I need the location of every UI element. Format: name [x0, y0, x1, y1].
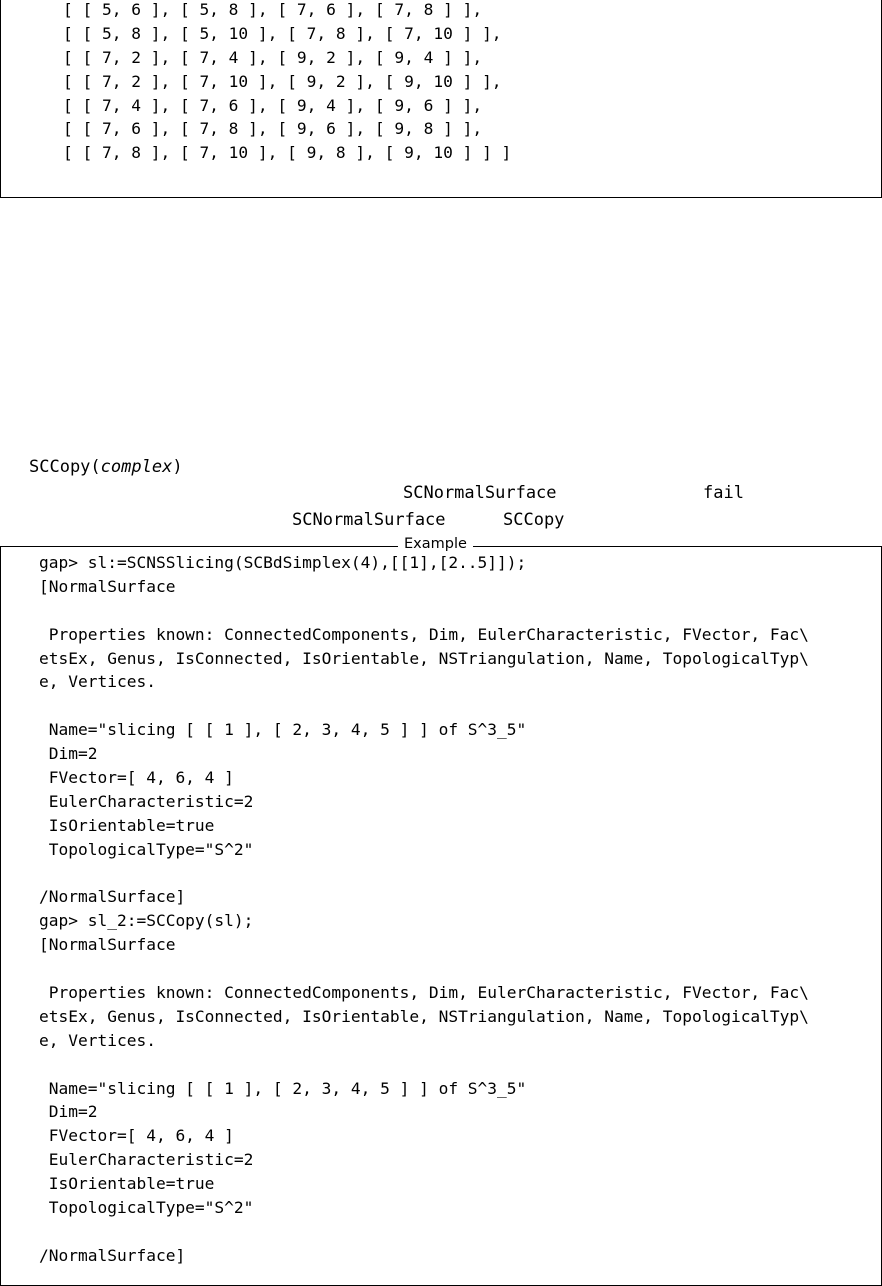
code-line: [NormalSurface — [39, 935, 176, 955]
example-code-lines — [39, 551, 809, 1268]
code-line: TopologicalType="S^2" — [39, 839, 254, 859]
code-line: Properties known: ConnectedComponents, Dim, EulerCharacteristic, FVector, Fac\ — [39, 983, 809, 1003]
code-line: EulerCharacteristic=2 — [39, 791, 254, 811]
code-lines-top — [63, 0, 511, 165]
example-block — [0, 546, 882, 1286]
open-paren: ( — [90, 457, 101, 477]
code-line: Name="slicing [ [ 1 ], [ 2, 3, 4, 5 ] ] of S^3_5" — [39, 720, 527, 740]
code-line: EulerCharacteristic=2 — [39, 1150, 254, 1170]
code-line: FVector=[ 4, 6, 4 ] — [39, 768, 234, 788]
code-line: Name="slicing [ [ 1 ], [ 2, 3, 4, 5 ] ] of S^3_5" — [39, 1078, 527, 1098]
function-signature — [29, 457, 183, 477]
code-line — [39, 1220, 809, 1244]
code-line: Dim=2 — [39, 744, 98, 764]
description-term: SCNormalSurface — [403, 483, 557, 503]
code-line: etsEx, Genus, IsConnected, IsOrientable, NSTriangulation, Name, TopologicalTyp\ — [39, 1006, 809, 1026]
code-line: [ [ 5, 8 ], [ 5, 10 ], [ 7, 8 ], [ 7, 10 ] ], — [63, 23, 502, 43]
code-line: [NormalSurface — [39, 576, 176, 596]
code-line: [ [ 7, 4 ], [ 7, 6 ], [ 9, 4 ], [ 9, 6 ] ], — [63, 95, 483, 115]
function-argument: complex — [100, 457, 173, 477]
code-line: [ [ 7, 8 ], [ 7, 10 ], [ 9, 8 ], [ 9, 10 ] ] ] — [63, 143, 512, 163]
code-line: gap> sl_2:=SCCopy(sl); — [39, 911, 254, 931]
code-line: IsOrientable=true — [39, 1174, 215, 1194]
code-block-top — [0, 0, 882, 198]
code-line: Dim=2 — [39, 1102, 98, 1122]
code-line: [ [ 7, 2 ], [ 7, 10 ], [ 9, 2 ], [ 9, 10 ] ], — [63, 71, 502, 91]
description-term: SCNormalSurface — [292, 510, 446, 530]
code-line — [39, 862, 809, 886]
code-line: [ [ 7, 6 ], [ 7, 8 ], [ 9, 6 ], [ 9, 8 ] ], — [63, 119, 483, 139]
description-term: fail — [703, 483, 744, 503]
code-line: TopologicalType="S^2" — [39, 1198, 254, 1218]
code-line: Properties known: ConnectedComponents, Dim, EulerCharacteristic, FVector, Fac\ — [39, 624, 809, 644]
code-line: etsEx, Genus, IsConnected, IsOrientable, NSTriangulation, Name, TopologicalTyp\ — [39, 648, 809, 668]
description-term: SCCopy — [503, 510, 565, 530]
code-line — [39, 694, 809, 718]
close-paren: ) — [172, 457, 183, 477]
code-line — [39, 957, 809, 981]
code-line: e, Vertices. — [39, 1030, 156, 1050]
code-line — [39, 1053, 809, 1077]
code-line — [39, 599, 809, 623]
code-line: FVector=[ 4, 6, 4 ] — [39, 1126, 234, 1146]
code-line: IsOrientable=true — [39, 815, 215, 835]
function-name: SCCopy — [29, 457, 91, 477]
code-line: /NormalSurface] — [39, 887, 186, 907]
code-line: e, Vertices. — [39, 672, 156, 692]
code-line: [ [ 7, 2 ], [ 7, 4 ], [ 9, 2 ], [ 9, 4 ] ], — [63, 47, 483, 67]
example-label: Example — [398, 535, 473, 553]
code-line: gap> sl:=SCNSSlicing(SCBdSimplex(4),[[1],[2..5]]); — [39, 553, 527, 572]
code-line: /NormalSurface] — [39, 1245, 186, 1265]
code-line: [ [ 5, 6 ], [ 5, 8 ], [ 7, 6 ], [ 7, 8 ] ], — [63, 0, 483, 19]
